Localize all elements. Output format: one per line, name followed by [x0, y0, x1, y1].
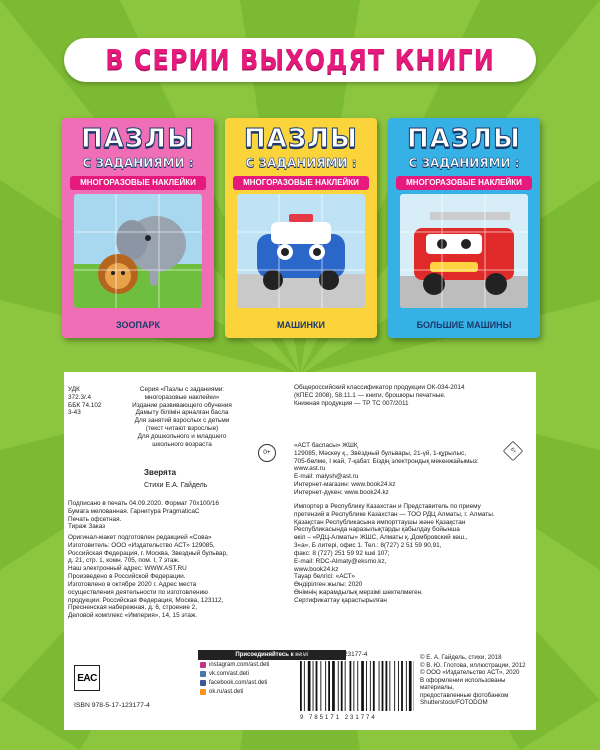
eac-mark: EAC	[74, 665, 100, 691]
series-info: Серия «Пазлы с заданиями: многоразовые наклейки» Издание развивающего обучения Дамыту білімін арналған басла Для занятий взрослых с детьми (текст читают взрослые) Для дошкольного и младшего школьного возраста	[132, 386, 232, 448]
book-title: ПАЗЛЫ	[244, 124, 358, 154]
social-link-text: instagram.com/ast.deti	[209, 662, 270, 668]
social-link-facebook[interactable]	[200, 680, 267, 686]
book-illustration-fire-truck	[400, 194, 528, 308]
book-author: Стихи Е.А. Гайдель	[144, 482, 208, 489]
publisher-kz: «АСТ баспасы» ЖШҚ 129085, Мәскеу қ., Звёздный бульвары, 21-үй, 1-құрылыс, 705-бөлме, I жай, 7-қабат. Біздің электрондық мекенжайымыз: www.ast.ru E-mail: malysh@ast.ru Интернет-магазин: www.book24.kz Интернет-дүкен: www.book24.kz	[294, 442, 479, 496]
publisher-info: Оригинал-макет подготовлен редакцией «Сова» Изготовитель: ООО «Издательство АСТ» 129085, Российская Федерация, г. Москва, Звездный бульвар, д. 21, стр. 1, комн. 705, пом. I, 7 этаж. Наш электронный адрес: WWW.AST.RU Произведено в Российской Федерации. Изготовлено в октябре 2020 г. Адрес места осуществления деятельности по изготовлению продукции: Российская Федерация, Москва, 123112, Пресненская набережная, д. 6, строение 2, Деловой комплекс «Империя», 14, 15 этаж.	[68, 534, 228, 620]
copyright-info: © Е. А. Гайдель, стихи, 2018 © В. Ю. Глотова, иллюстрации, 2012 © ООО «Издательство АСТ», 2020 В оформлении использованы материалы, предоставленные фотобанком Shutterstock/FOTODOM	[420, 654, 526, 707]
importer-info: Импортер в Республику Казахстан и Представитель по приему претензий в Республике Казахстан — ТОО РДЦ Алматы, г. Алматы. Қазақстан Республикасына импорттаушы және Қазақстан Республикасында наразылықтарды қабылдау бойынша өкіл – «РДЦ-Алматы» ЖШС, Алматы қ.,Домбровский көш., 3«а», Б литері, офис 1. Тел.: 8(727) 2 51 59 90,91, факс: 8 (727) 251 59 92 ішкі 107; E-mail: RDC-Almaty@eksmo.kz, www.book24.kz Тауар белгісі: «АСТ» Өндірілген жылы: 2020 Өнімнің жарамдылық мерзімі шектелмеген. Сертификаттау қарастырылған	[294, 503, 495, 604]
social-link-instagram[interactable]	[200, 662, 269, 668]
book-illustration-animals	[74, 194, 202, 308]
print-info: Подписано в печать 04.09.2020. Формат 70x100/16 Бумага мелованная. Гарнитура PragmaticaC Печать офсетная. Тираж Заказ	[68, 500, 219, 531]
vk-icon	[200, 671, 206, 677]
book-subtitle: С ЗАДАНИЯМИ :	[245, 156, 357, 170]
book-cover-cars	[225, 118, 377, 338]
isbn-left: ISBN 978-5-17-123177-4	[74, 702, 150, 709]
social-link-text: facebook.com/ast.deti	[209, 680, 268, 686]
isbn-right: ISBN 978-5-17-123177-4	[296, 651, 368, 658]
book-name: ЗООПАРК	[116, 320, 160, 330]
social-link-vk[interactable]	[200, 671, 249, 677]
book-title-imprint: Зверята	[144, 468, 177, 477]
instagram-icon	[200, 662, 206, 668]
book-name: МАШИНКИ	[277, 320, 325, 330]
social-link-ok[interactable]	[200, 689, 243, 695]
book-subtitle: С ЗАДАНИЯМИ :	[82, 156, 194, 170]
barcode-number: 9 785171 231774	[300, 715, 377, 721]
social-link-text: vk.com/ast.deti	[209, 671, 250, 677]
book-tag: МНОГОРАЗОВЫЕ НАКЛЕЙКИ	[396, 176, 532, 190]
social-link-text: ok.ru/ast.deti	[209, 689, 244, 695]
book-tag: МНОГОРАЗОВЫЕ НАКЛЕЙКИ	[233, 176, 369, 190]
series-banner-title: В СЕРИИ ВЫХОДЯТ КНИГИ	[105, 43, 495, 77]
product-classifier: Общероссийский классификатор продукции ОК-034-2014 (КПЕС 2008), 58.11.1 — книги, брошюры печатные. Книжная продукция — ТР ТС 007/2011	[294, 384, 465, 407]
udk-codes: УДК 372.3/.4 ББК 74.102 3-43	[68, 386, 102, 417]
imprint-card	[64, 372, 536, 730]
book-subtitle: С ЗАДАНИЯМИ :	[408, 156, 520, 170]
age-rating-right: 6+	[503, 441, 523, 461]
facebook-icon	[200, 680, 206, 686]
book-illustration-police-car	[237, 194, 365, 308]
series-banner	[64, 38, 536, 82]
ok-icon	[200, 689, 206, 695]
age-rating-left: 0+	[258, 444, 276, 462]
book-name: БОЛЬШИЕ МАШИНЫ	[416, 320, 512, 330]
book-title: ПАЗЛЫ	[81, 124, 195, 154]
book-cover-zoo	[62, 118, 214, 338]
book-title: ПАЗЛЫ	[407, 124, 521, 154]
book-cover-big-cars	[388, 118, 540, 338]
book-tag: МНОГОРАЗОВЫЕ НАКЛЕЙКИ	[70, 176, 206, 190]
isbn-barcode	[296, 659, 414, 714]
social-heading: Присоединяйтесь к нам!	[198, 650, 346, 660]
